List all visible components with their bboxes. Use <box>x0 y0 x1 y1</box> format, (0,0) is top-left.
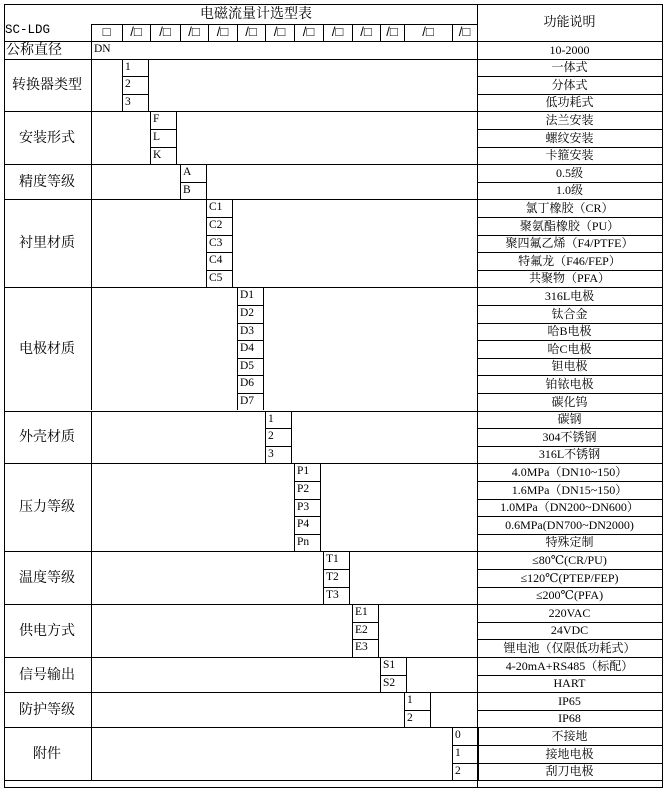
code-cell-border <box>406 657 407 692</box>
option-code: T2 <box>326 571 339 583</box>
description-row-line <box>477 569 662 570</box>
option-code: E1 <box>355 606 368 619</box>
option-code: D6 <box>240 377 255 390</box>
code-row-line <box>265 446 291 447</box>
option-description: 卡箍安装 <box>545 148 594 163</box>
option-code: S2 <box>383 676 396 689</box>
option-code: DN <box>94 43 111 55</box>
name-column-border <box>91 287 92 410</box>
code-row-line <box>237 305 263 306</box>
code-cell-border <box>430 692 431 727</box>
option-description: 共聚物（PFA） <box>528 271 611 286</box>
option-code: C2 <box>209 219 223 231</box>
option-description: 碳钢 <box>557 412 582 427</box>
description-row-line <box>477 516 662 517</box>
code-cell-border <box>150 111 151 164</box>
model-box-6: /□ <box>245 24 257 39</box>
description-row-line <box>477 182 662 183</box>
description-row-line <box>477 710 662 711</box>
option-code: 1 <box>407 694 413 707</box>
section-divider <box>4 780 662 781</box>
code-cell-border <box>352 604 353 657</box>
option-description: ≤80℃(CR/PU) <box>532 552 607 567</box>
section-name: 信号输出 <box>19 665 75 682</box>
option-description: 1.0级 <box>555 183 583 198</box>
option-description: 铂铱电极 <box>545 376 594 391</box>
name-column-border <box>91 657 92 692</box>
option-description: IP65 <box>558 693 581 708</box>
name-column-border <box>91 111 92 164</box>
model-box-11: /□ <box>386 24 398 39</box>
option-code: 2 <box>407 711 413 724</box>
option-code: C1 <box>209 201 223 214</box>
description-row-line <box>477 323 662 324</box>
option-description: 哈B电极 <box>547 324 592 339</box>
description-row-line <box>477 745 662 746</box>
code-row-line <box>122 76 148 77</box>
code-cell-border <box>122 59 123 112</box>
code-row-line <box>294 481 320 482</box>
section-divider <box>4 164 662 165</box>
name-column-border <box>91 41 92 59</box>
table-title: 电磁流量计选型表 <box>200 5 312 21</box>
option-description: 316L电极 <box>544 288 595 303</box>
description-row-line <box>477 587 662 588</box>
section-name: 电极材质 <box>19 340 75 356</box>
option-description: 220VAC <box>548 605 591 620</box>
option-code: E2 <box>355 623 368 636</box>
header-bottom-line <box>4 41 662 42</box>
code-row-line <box>206 235 232 236</box>
option-code: C5 <box>209 271 223 284</box>
option-description: 法兰安装 <box>545 112 594 127</box>
code-cell-border <box>206 199 207 287</box>
option-code: E3 <box>355 641 368 654</box>
model-box-3: /□ <box>159 24 171 39</box>
section-divider <box>4 692 662 693</box>
option-code: L <box>153 131 161 143</box>
code-cell-border <box>320 463 321 551</box>
section-name: 衬里材质 <box>19 234 75 251</box>
code-row-line <box>294 516 320 517</box>
option-code: 1 <box>125 60 131 73</box>
code-row-line <box>237 323 263 324</box>
option-description: 低功耗式 <box>545 95 594 110</box>
option-description: 316L不锈钢 <box>538 447 601 462</box>
description-row-line <box>477 340 662 341</box>
description-row-line <box>477 235 662 236</box>
description-row-line <box>477 499 662 500</box>
description-row-line <box>477 639 662 640</box>
option-description: 分体式 <box>551 77 588 92</box>
option-code: D2 <box>240 307 255 319</box>
model-box-9: /□ <box>331 24 344 39</box>
model-box-2: /□ <box>130 24 142 39</box>
option-code: 3 <box>125 95 131 108</box>
code-cell-border <box>148 59 149 112</box>
option-code: K <box>153 148 162 161</box>
section-divider <box>4 463 662 464</box>
option-description: ≤200℃(PFA) <box>535 588 604 603</box>
code-row-line <box>404 710 430 711</box>
option-description: 一体式 <box>551 60 588 75</box>
description-row-line <box>477 446 662 447</box>
option-description: 聚氨酯橡胶（PU） <box>519 218 620 233</box>
table-bottom-border <box>4 787 662 788</box>
code-row-line <box>452 745 478 746</box>
description-row-line <box>477 763 662 764</box>
option-code: D4 <box>240 342 255 355</box>
option-description: 聚四氟乙烯（F4/PTFE） <box>505 236 634 251</box>
option-code: 1 <box>268 412 274 425</box>
section-divider <box>4 287 662 288</box>
code-row-line <box>352 622 378 623</box>
option-code: F <box>153 113 160 126</box>
code-cell-border <box>263 287 264 410</box>
model-box-4: /□ <box>188 24 200 39</box>
option-code: P3 <box>297 500 310 513</box>
option-description: 钽电极 <box>551 359 588 374</box>
option-description: 1.0MPa（DN200~DN600） <box>500 500 639 515</box>
section-divider <box>4 551 662 552</box>
option-description: 锂电池（仅限低功耗式） <box>503 640 636 655</box>
section-name: 转换器类型 <box>12 76 82 92</box>
code-cell-border <box>176 111 177 164</box>
option-description: 刮刀电极 <box>545 764 594 779</box>
description-row-line <box>477 622 662 623</box>
option-description: 24VDC <box>550 623 589 638</box>
section-divider <box>4 604 662 605</box>
code-cell-border <box>294 463 295 551</box>
section-divider <box>4 199 662 200</box>
option-description: 0.6MPa(DN700~DN2000) <box>505 517 634 532</box>
option-description: 4-20mA+RS485（标配） <box>505 658 634 673</box>
option-code: 0 <box>455 729 461 742</box>
description-row-line <box>477 147 662 148</box>
option-description: 10-2000 <box>549 42 590 57</box>
option-description: 特殊定制 <box>545 535 594 550</box>
option-code: Pn <box>297 535 310 548</box>
option-description: 特氟龙（F46/FEP） <box>518 253 621 268</box>
name-column-border <box>91 164 92 199</box>
section-name: 附件 <box>33 744 61 761</box>
model-box-8: /□ <box>302 24 315 39</box>
description-row-line <box>477 76 662 77</box>
description-row-line <box>477 252 662 253</box>
option-code: D1 <box>240 289 255 302</box>
model-box-5: /□ <box>216 24 229 39</box>
option-code: P4 <box>297 518 310 531</box>
code-row-line <box>206 217 232 218</box>
option-code: A <box>183 166 192 179</box>
function-header: 功能说明 <box>543 14 596 29</box>
option-description: 氯丁橡胶（CR） <box>525 200 614 215</box>
section-name: 外壳材质 <box>19 428 75 444</box>
code-cell-border <box>349 551 350 604</box>
code-cell-border <box>291 411 292 464</box>
section-divider <box>4 727 662 728</box>
option-code: T3 <box>326 588 339 601</box>
option-description: 0.5级 <box>555 165 583 180</box>
section-divider <box>4 657 662 658</box>
code-row-line <box>150 129 176 130</box>
option-code: B <box>183 183 191 196</box>
name-column-border <box>91 604 92 657</box>
name-column-border <box>91 692 92 727</box>
name-column-border <box>91 551 92 604</box>
description-row-line <box>477 358 662 359</box>
description-row-line <box>477 270 662 271</box>
code-row-line <box>237 375 263 376</box>
option-description: 4.0MPa（DN10~150） <box>511 464 628 479</box>
section-divider <box>4 111 662 112</box>
name-column-border <box>91 727 92 780</box>
code-row-line <box>206 270 232 271</box>
option-code: D3 <box>240 324 255 337</box>
model-box-12: /□ <box>422 24 434 39</box>
description-row-line <box>477 393 662 394</box>
code-row-line <box>206 252 232 253</box>
option-description: 哈C电极 <box>547 341 592 356</box>
code-row-line <box>150 147 176 148</box>
option-description: 不接地 <box>551 728 588 743</box>
code-row-line <box>237 358 263 359</box>
code-cell-border <box>323 551 324 604</box>
option-description: 钛合金 <box>551 306 588 321</box>
option-code: P1 <box>297 465 310 478</box>
name-column-border <box>91 199 92 287</box>
option-description: 1.6MPa（DN15~150） <box>511 482 628 497</box>
table-right-border <box>662 4 663 788</box>
code-row-line <box>265 428 291 429</box>
option-code: T1 <box>326 553 339 566</box>
name-column-border <box>91 411 92 464</box>
section-name: 压力等级 <box>19 498 75 515</box>
code-row-line <box>122 94 148 95</box>
code-row-line <box>237 393 263 394</box>
code-cell-border <box>452 727 453 780</box>
code-row-line <box>294 499 320 500</box>
option-code: C4 <box>209 254 223 267</box>
description-row-line <box>477 375 662 376</box>
option-code: S1 <box>383 659 396 671</box>
model-box-10: /□ <box>360 24 372 39</box>
option-code: P2 <box>297 483 310 495</box>
code-row-line <box>180 182 206 183</box>
option-code: 3 <box>268 447 274 460</box>
section-name: 精度等级 <box>19 172 75 189</box>
description-row-line <box>477 305 662 306</box>
code-row-line <box>323 587 349 588</box>
name-column-border <box>91 463 92 551</box>
option-description: HART <box>553 676 586 691</box>
description-row-line <box>477 481 662 482</box>
option-code: D5 <box>240 359 255 372</box>
option-description: IP68 <box>558 711 581 726</box>
code-cell-border <box>206 164 207 199</box>
table-top-border <box>4 4 662 5</box>
option-description: 螺纹安装 <box>545 130 594 145</box>
name-column-border <box>91 59 92 112</box>
code-row-line <box>352 639 378 640</box>
code-row-line <box>237 340 263 341</box>
option-code: D7 <box>240 395 255 407</box>
section-name: 公称直径 <box>6 41 62 57</box>
section-name: 供电方式 <box>19 621 75 638</box>
section-name: 安装形式 <box>19 128 75 145</box>
option-code: 2 <box>268 430 274 443</box>
code-cell-border <box>232 199 233 287</box>
description-row-line <box>477 94 662 95</box>
code-cell-border <box>378 604 379 657</box>
option-code: 2 <box>455 764 461 777</box>
code-row-line <box>294 534 320 535</box>
option-code: C3 <box>209 236 223 249</box>
model-box-13: /□ <box>458 24 471 39</box>
model-box-1: □ <box>102 24 111 39</box>
description-row-line <box>477 217 662 218</box>
description-row-line <box>477 675 662 676</box>
description-row-line <box>477 129 662 130</box>
option-description: 304不锈钢 <box>542 429 597 444</box>
code-row-line <box>323 569 349 570</box>
model-box-7: /□ <box>273 24 286 39</box>
model-code: SC-LDG <box>5 23 51 37</box>
code-row-line <box>380 675 406 676</box>
option-description: 碳化钨 <box>551 394 588 409</box>
description-row-line <box>477 534 662 535</box>
option-code: 1 <box>455 747 461 759</box>
section-name: 防护等级 <box>19 700 75 717</box>
section-name: 温度等级 <box>19 568 75 585</box>
option-code: 2 <box>125 78 131 91</box>
option-description: ≤120℃(PTEP/FEP) <box>520 570 619 585</box>
option-description: 接地电极 <box>545 746 594 761</box>
description-row-line <box>477 428 662 429</box>
code-cell-border <box>265 411 266 464</box>
code-row-line <box>452 763 478 764</box>
